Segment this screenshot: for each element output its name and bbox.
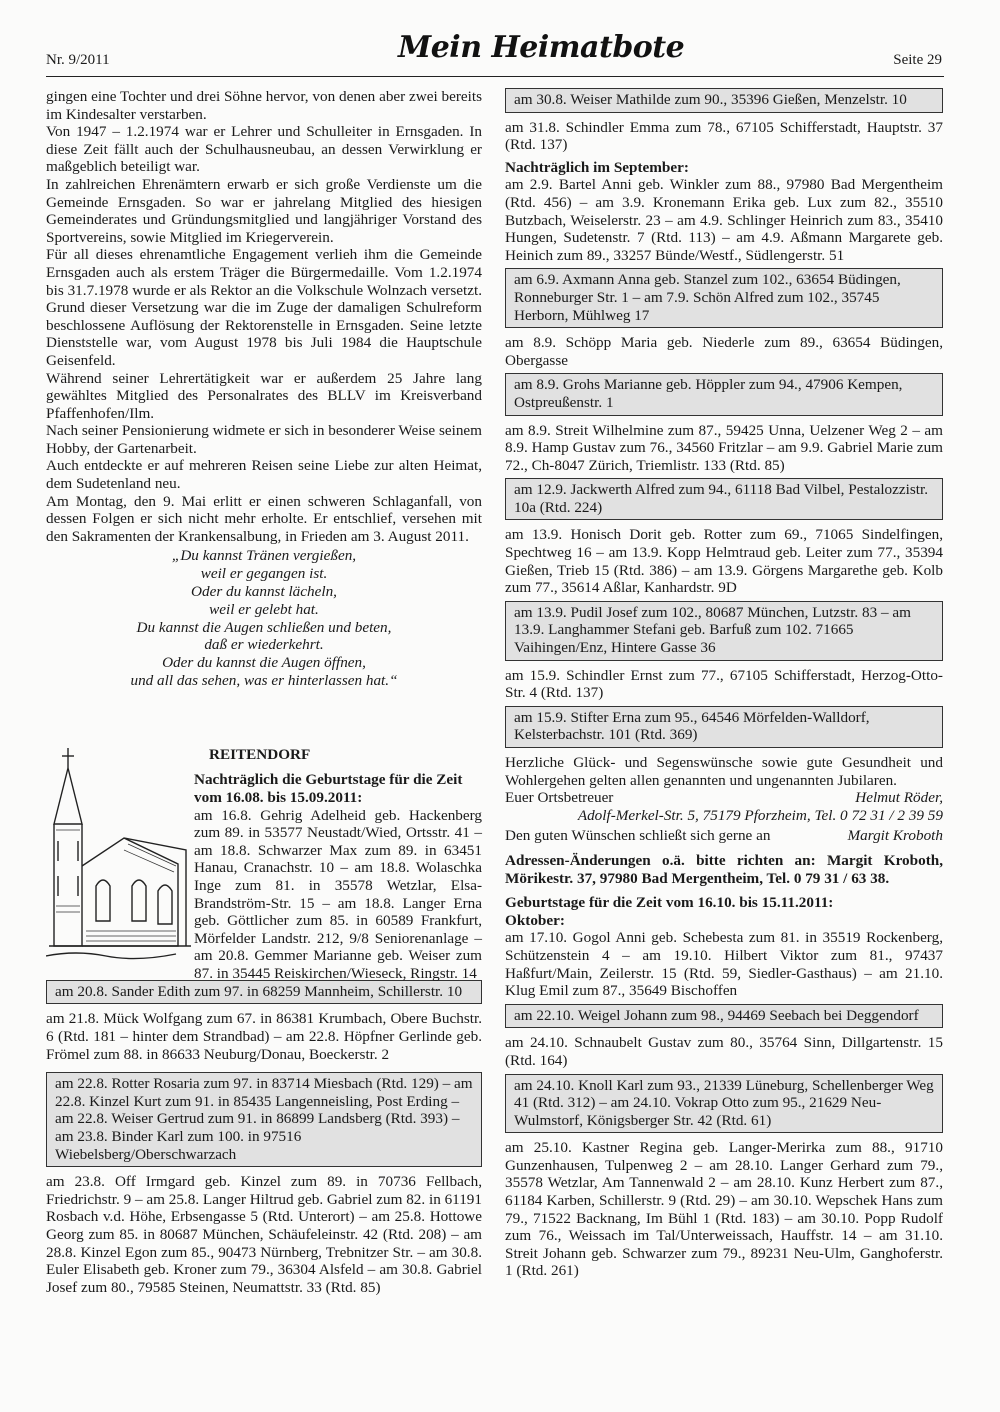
obit-paragraph: Auch entdeckte er auf mehreren Reisen seine Liebe zur alten Heimat, dem Sudetenland neu. [46,457,482,493]
birthday-list: am 31.8. Schindler Emma zum 78., 67105 Schifferstadt, Hauptstr. 37 (Rtd. 137) [505,118,943,154]
birthday-list: am 24.10. Schnaubelt Gustav zum 80., 35764 Sinn, Dillgartenstr. 15 (Rtd. 164) [505,1034,943,1069]
section-heading: Geburtstage für die Zeit vom 16.10. bis 15.11.2011: [505,894,834,912]
betreuer-signature [505,789,943,807]
birthday-list: am 8.9. Schöpp Maria geb. Niederle zum 89., 63654 Büdingen, Obergasse [505,334,943,369]
birthday-list: am 17.10. Gogol Anni geb. Schebesta zum 81. in 35519 Rockenberg, Schützenstein 4 – am 19.10. Hilbert Viktor zum 81., 97437 Haßfurt/Main, Zeilerstr. 15 (Rtd. 59, Siedler-Gasthaus) – am 21.10. Klug Emil zum 87., 35649 Bischoffen [505,929,943,1000]
obit-paragraph: Nach seiner Pensionierung widmete er sich in besonderer Weise seinem Hobby, der Gartenarbeit. [46,422,482,457]
left-column [46,88,482,1296]
highlight-box: am 20.8. Sander Edith zum 97. in 68259 Mannheim, Schillerstr. 10 [46,980,482,1005]
poem-line: Du kannst die Augen schließen und beten, [136,618,392,636]
closing-signature [505,827,943,845]
highlight-box: am 22.8. Rotter Rosaria zum 97. in 83714 Miesbach (Rtd. 129) – am 22.8. Kinzel Kurt zum 91. in 85435 Langenneisling, Post Erding – am 22.8. Weiser Gertrud zum 91. in 86899 Landsberg (Rtd. 393) – am 23.8. Binder Karl zum 100. in 97516 Wiebelsberg/Oberschwarzach [46,1072,482,1167]
poem-line: weil er gegangen ist. [200,565,328,583]
birthday-list: am 13.9. Honisch Dorit geb. Rotter zum 69., 71065 Sindelfingen, Spechtweg 16 – am 13.9. Kopp Helmtraud geb. Leiter zum 77., 35394 Gießen, Trieb 15 (Rtd. 386) – am 13.9. Görgens Margarethe geb. Kolb zum 77., 35614 Aßlar, Kanhardstr. 9D [505,526,943,597]
highlight-box: am 8.9. Grohs Marianne geb. Höppler zum 94., 47906 Kempen, Ostpreußenstr. 1 [505,373,943,415]
betreuer-address: Adolf-Merkel-Str. 5, 75179 Pforzheim, Tel. 0 72 31 / 2 39 59 [577,806,943,824]
page-number: Seite 29 [893,52,942,68]
obit-paragraph: Am Montag, den 9. Mai erlitt er einen schweren Schlaganfall, von dessen Folgen er sich nicht mehr erholte. Er entschlief, versehen mit den Sakramenten der Krankensalbung, in Frieden am 3. August 2011. [46,492,482,545]
birthday-list: am 23.8. Off Irmgard geb. Kinzel zum 89. in 70736 Fellbach, Friedrichstr. 9 – am 25.8. Langer Hiltrud geb. Gabriel zum 82. in 61191 Rosbach v.d. Höhe, Erbsengasse 5 (Rtd. Unterort) – am 25.8. Hottowe Georg zum 85. in 80687 München, Schäufeleinstr. 42 (Rtd. 208) – am 28.8. Kinzel Egon zum 85., 90473 Nürnberg, Trebnitzer Str. – am 30.8. Euler Elisabeth geb. Kroner zum 79., 36304 Alsfeld – am 30.8. Gabriel Josef zum 80., 79585 Steinen, Neumattstr. 33 (Rtd. 85) [46,1173,482,1296]
poem-line: Oder du kannst die Augen öffnen, [162,654,366,672]
address-change-note: Adressen-Änderungen o.ä. bitte richten an: Margit Kroboth, Mörikestr. 37, 97980 Bad Mergentheim, Tel. 0 79 31 / 63 38. [505,851,943,887]
poem-line: daß er wiederkehrt. [204,636,324,654]
obit-paragraph: In zahlreichen Ehrenämtern erwarb er sich große Verdienste um die Gemeinde Ernsgaden. So war er jahrelang Mitglied des hiesigen Gemeinderates und Gründungsmitglied und langjähriger Vorstand des Sportvereins, sowie Mitglied im Kriegerverein. [46,175,482,246]
obit-paragraph: Während seiner Lehrertätigkeit war er außerdem 25 Jahre lang gewähltes Mitglied des Personalrates des BLLV im Kreisverband Pfaffenhofen/Ilm. [46,369,482,422]
reitendorf-section [46,745,482,982]
section-title: REITENDORF [209,745,311,763]
poem-line: „Du kannst Tränen vergießen, [171,547,357,565]
betreuer-name: Helmut Röder, [855,789,943,807]
birthday-list: am 21.8. Mück Wolfgang zum 67. in 86381 Krumbach, Obere Buchstr. 6 (Rtd. 181 – hinter dem Strandbad) – am 22.8. Höpfner Gerlinde geb. Frömel zum 88. in 86633 Neuburg/Donau, Boeckerstr. 2 [46,1010,482,1063]
issue-number: Nr. 9/2011 [46,52,110,68]
obit-paragraph: gingen eine Tochter und drei Söhne hervor, von denen aber zwei bereits im Kindesalter verstarben. [46,88,482,123]
section-heading: Nachträglich im September: [505,158,689,176]
right-column [505,88,943,1280]
highlight-box: am 12.9. Jackwerth Alfred zum 94., 61118 Bad Vilbel, Pestalozzistr. 10a (Rtd. 224) [505,478,943,520]
masthead-logo: Mein Heimatbote [398,30,685,65]
highlight-box: am 30.8. Weiser Mathilde zum 90., 35396 Gießen, Menzelstr. 10 [505,88,943,113]
closing-text: Den guten Wünschen schließt sich gerne an [505,827,771,845]
reitendorf-text [194,746,482,983]
poem-line: Oder du kannst lächeln, [191,583,337,601]
birthday-list: am 15.9. Schindler Ernst zum 77., 67105 Schifferstadt, Herzog-Otto-Str. 4 (Rtd. 137) [505,666,943,702]
greeting-text: Herzliche Glück- und Segenswünsche sowie gute Gesundheit und Wohlergehen gelten allen genannten und ungenannten Jubilaren. [505,754,943,789]
section-subtitle: Nachträglich die Geburtstage für die Zeit vom 16.08. bis 15.09.2011: [194,771,463,806]
highlight-box: am 13.9. Pudil Josef zum 102., 80687 München, Lutzstr. 83 – am 13.9. Langhammer Stefani geb. Barfuß zum 102. 71665 Vaihingen/Enz, Hintere Gasse 36 [505,601,943,661]
church-illustration [46,746,191,966]
betreuer-label: Euer Ortsbetreuer [505,789,614,807]
birthday-list: am 25.10. Kastner Regina geb. Langer-Merirka zum 88., 91710 Gunzenhausen, Tulpenweg 2 – am 28.10. Langer Gerhard zum 79., 35578 Wetzlar, Am Tannenwald 2 – am 28.10. Kunz Herbert zum 87., 61184 Karben, Schillerstr. 9 (Rtd. 29) – am 30.10. Wepschek Hans zum 79., 71522 Backnang, Im Bühl 1 (Rtd. 183) – am 30.10. Popp Rudolf zum 76., Weissach im Tal/Unterweissach, Hauffstr. 14 – am 31.10. Streit Johann geb. Schwarzer zum 79., 89231 Neu-Ulm, Ganghoferstr. 1 (Rtd. 261) [505,1139,943,1280]
closing-name: Margit Kroboth [847,827,943,845]
birthday-list: am 2.9. Bartel Anni geb. Winkler zum 88., 97980 Bad Mergentheim (Rtd. 456) – am 3.9. Kronemann Erika geb. Lux zum 82., 35510 Butzbach, Weiselerstr. 23 – am 4.9. Schlinger Heinrich zum 83., 35410 Hungen, Sudetenstr. 7 (Rtd. 113) – am 4.9. Aßmann Margarete geb. Heinich zum 89., 33257 Bünde/Westf., Südlengerstr. 51 [505,176,943,264]
memorial-poem [46,547,482,689]
header-rule [46,76,944,77]
highlight-box: am 22.10. Weigel Johann zum 98., 94469 Seebach bei Deggendorf [505,1004,943,1029]
birthday-list: am 8.9. Streit Wilhelmine zum 87., 59425 Unna, Uelzener Weg 2 – am 8.9. Hamp Gustav zum 76., 34560 Fritzlar – am 9.9. Gabriel Marie zum 72., Ch-8047 Zürich, Triemlistr. 133 (Rtd. 85) [505,421,943,474]
highlight-box: am 6.9. Axmann Anna geb. Stanzel zum 102., 63654 Büdingen, Ronneburger Str. 1 – am 7.9. Schön Alfred zum 102., 35745 Herborn, Mühlweg 17 [505,268,943,328]
highlight-box: am 24.10. Knoll Karl zum 93., 21339 Lüneburg, Schellenberger Weg 41 (Rtd. 312) – am 24.10. Vokrap Otto zum 95., 21629 Neu-Wulmstorf, Königsberger Str. 42 (Rtd. 61) [505,1074,943,1134]
obit-paragraph: Von 1947 – 1.2.1974 war er Lehrer und Schulleiter in Ernsgaden. In diese Zeit fällt auch der Schulhausneubau, an dessen Verwirklung er maßgeblich beteiligt war. [46,123,482,176]
obit-paragraph: Für all dieses ehrenamtliche Engagement verlieh ihm die Gemeinde Ernsgaden auch als erstem Träger die Bürgermedaille. Vom 1.2.1974 bis 31.7.1978 wurde er als Rektor an die Volkschule Wolnzach versetzt. Grund dieser Versetzung war die im Zuge der damaligen Schulreform beschlossene Auflösung der Rektorenstelle in Ernsgaden. Seine letzte Dienststelle war, vom August 1978 bis Juli 1984 die Hauptschule Geisenfeld. [46,246,482,369]
highlight-box: am 15.9. Stifter Erna zum 95., 64546 Mörfelden-Walldorf, Kelsterbachstr. 101 (Rtd. 369) [505,706,943,748]
poem-line: und all das sehen, was er hinterlassen hat.“ [130,672,398,690]
poem-line: weil er gelebt hat. [209,600,319,618]
birthday-list: am 16.8. Gehrig Adelheid geb. Hackenberg zum 89. in 53577 Neustadt/Wied, Ortsstr. 41 – am 18.8. Schwarzer Max zum 89. in 63451 Hanau, Cranachstr. 10 – am 18.8. Wolaschka Inge zum 81. in 35578 Wetzlar, Elsa-Brandström-Str. 15 – am 18.8. Langer Erna geb. Göttlicher zum 85. in 60589 Frankfurt, Mörfelder Landstr. 212, 9/8 Seniorenanlage – am 20.8. Gemmer Marianne geb. Weiser zum 87. in 35445 Reiskirchen/Wieseck, Ringstr. 14 [194,806,482,982]
section-heading: Oktober: [505,911,565,929]
